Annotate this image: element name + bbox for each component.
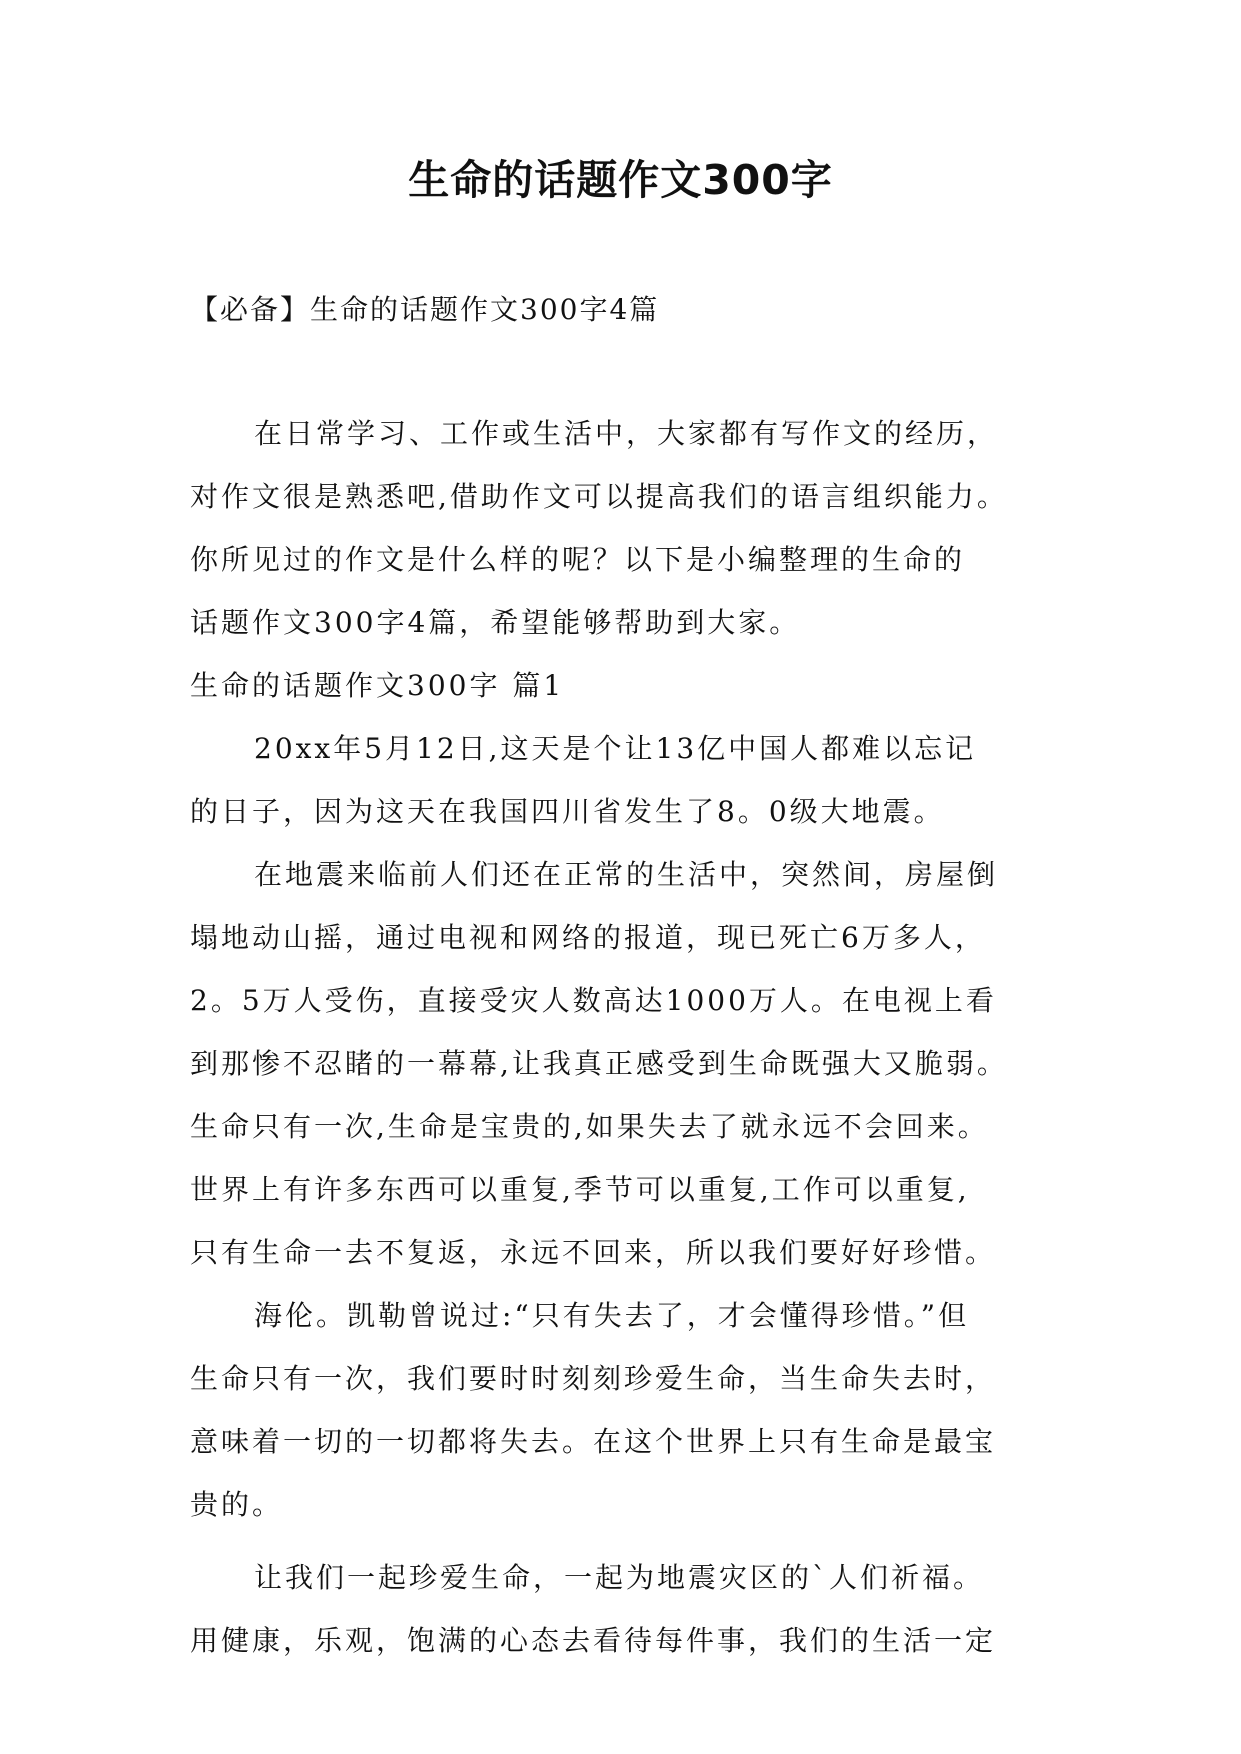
body-line: 让我们一起珍爱生命，一起为地震灾区的`人们祈福。 bbox=[254, 1561, 985, 1594]
body-line: 对作文很是熟悉吧,借助作文可以提高我们的语言组织能力。 bbox=[190, 480, 1008, 513]
body-line: 贵的。 bbox=[190, 1488, 284, 1521]
document-subtitle: 【必备】生命的话题作文300字4篇 bbox=[190, 293, 660, 326]
body-line: 你所见过的作文是什么样的呢？以下是小编整理的生命的 bbox=[190, 543, 966, 576]
section-heading: 生命的话题作文300字 篇1 bbox=[190, 669, 565, 702]
body-line: 在日常学习、工作或生活中，大家都有写作文的经历， bbox=[254, 417, 999, 450]
body-line: 到那惨不忍睹的一幕幕,让我真正感受到生命既强大又脆弱。 bbox=[190, 1047, 1008, 1080]
body-line: 意味着一切的一切都将失去。在这个世界上只有生命是最宝 bbox=[190, 1425, 997, 1458]
body-line: 世界上有许多东西可以重复,季节可以重复,工作可以重复, bbox=[190, 1173, 970, 1206]
document-title: 生命的话题作文300字 bbox=[408, 156, 833, 204]
body-line: 生命只有一次，我们要时时刻刻珍爱生命，当生命失去时， bbox=[190, 1362, 997, 1395]
body-line: 2。5万人受伤，直接受灾人数高达1000万人。在电视上看 bbox=[190, 984, 997, 1017]
document-body bbox=[190, 402, 1070, 1672]
body-line: 用健康，乐观，饱满的心态去看待每件事，我们的生活一定 bbox=[190, 1624, 997, 1657]
body-line: 塌地动山摇，通过电视和网络的报道，现已死亡6万多人， bbox=[190, 921, 986, 954]
body-line: 生命只有一次,生命是宝贵的,如果失去了就永远不会回来。 bbox=[190, 1110, 989, 1143]
body-line: 20xx年5月12日,这天是个让13亿中国人都难以忘记 bbox=[254, 732, 977, 765]
body-line: 只有生命一去不复返，永远不回来，所以我们要好好珍惜。 bbox=[190, 1236, 997, 1269]
body-line: 的日子，因为这天在我国四川省发生了8。0级大地震。 bbox=[190, 795, 945, 828]
body-line: 海伦。凯勒曾说过:“只有失去了，才会懂得珍惜。”但 bbox=[254, 1299, 970, 1332]
body-line: 话题作文300字4篇，希望能够帮助到大家。 bbox=[190, 606, 801, 639]
body-line: 在地震来临前人们还在正常的生活中，突然间，房屋倒 bbox=[254, 858, 999, 891]
